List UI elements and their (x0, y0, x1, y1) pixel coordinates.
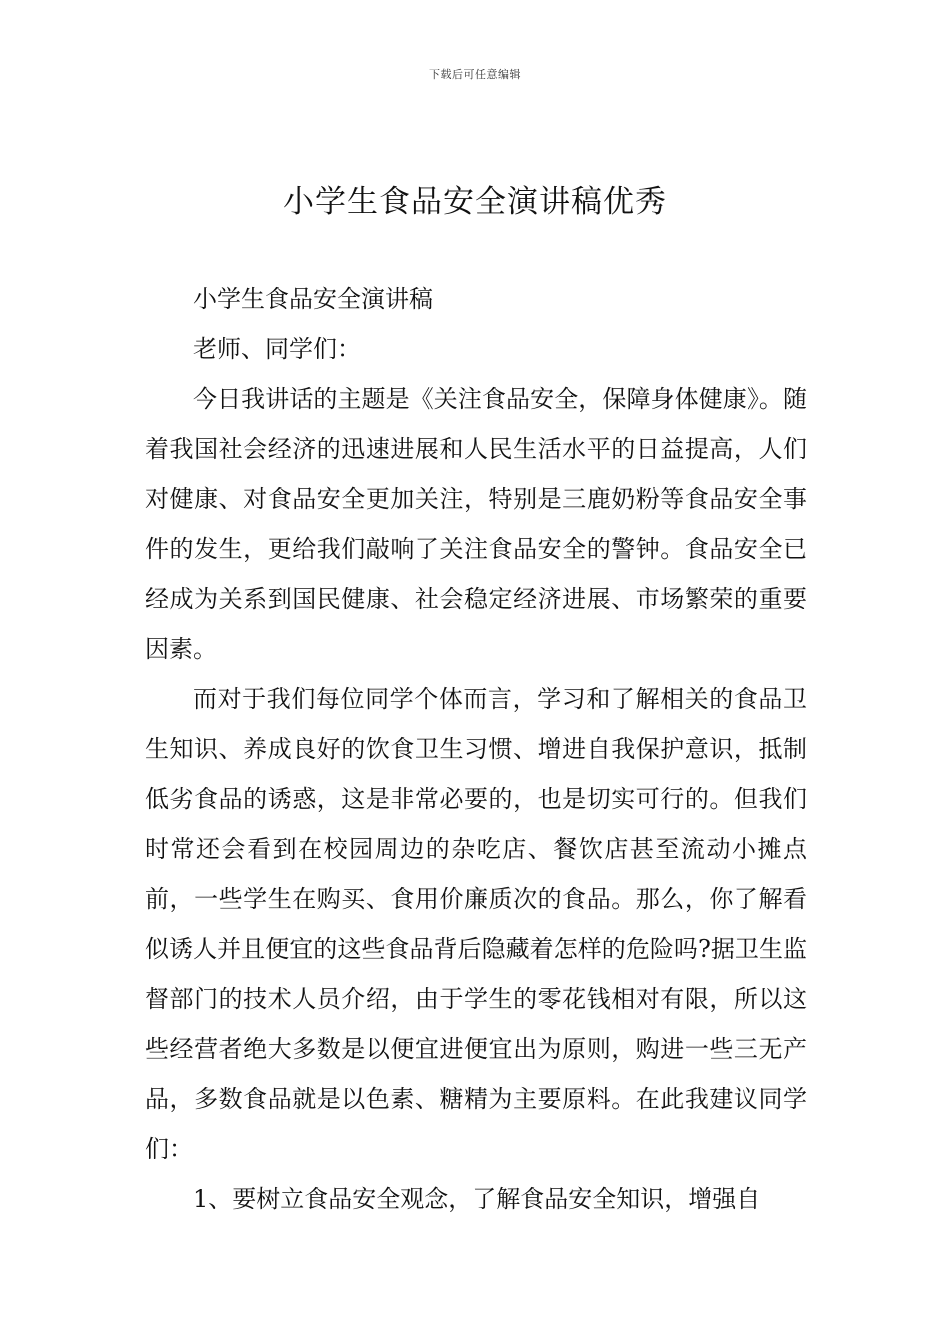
paragraph: 1、要树立食品安全观念，了解食品安全知识，增强自 (193, 1185, 761, 1213)
document-title: 小学生食品安全演讲稿优秀 (283, 184, 667, 220)
paragraph-salutation: 老师、同学们： (193, 335, 361, 363)
paragraph: 今日我讲话的主题是《关注食品安全，保障身体健康》。随着我国社会经济的迅速进展和人民生活水平的日益提高，人们对健康、对食品安全更加关注，特别是三鹿奶粉等食品安全事件的发生，更给我们敲响了关注食品安全的警钟。食品安全已经成为关系到国民健康、社会稳定经济进展、市场繁荣的重要因素。 (145, 385, 807, 663)
header-note: 下载后可任意编辑 (429, 68, 521, 81)
paragraph: 而对于我们每位同学个体而言，学习和了解相关的食品卫生知识、养成良好的饮食卫生习惯、增进自我保护意识，抵制低劣食品的诱惑，这是非常必要的，也是切实可行的。但我们时常还会看到在校园周边的杂吃店、餐饮店甚至流动小摊点前，一些学生在购买、食用价廉质次的食品。那么，你了解看似诱人并且便宜的这些食品背后隐藏着怎样的危险吗?据卫生监督部门的技术人员介绍，由于学生的零花钱相对有限，所以这些经营者绝大多数是以便宜进便宜出为原则，购进一些三无产品，多数食品就是以色素、糖精为主要原料。在此我建议同学们： (145, 685, 807, 1163)
document-body (145, 274, 807, 1224)
paragraph-subtitle: 小学生食品安全演讲稿 (193, 285, 433, 313)
